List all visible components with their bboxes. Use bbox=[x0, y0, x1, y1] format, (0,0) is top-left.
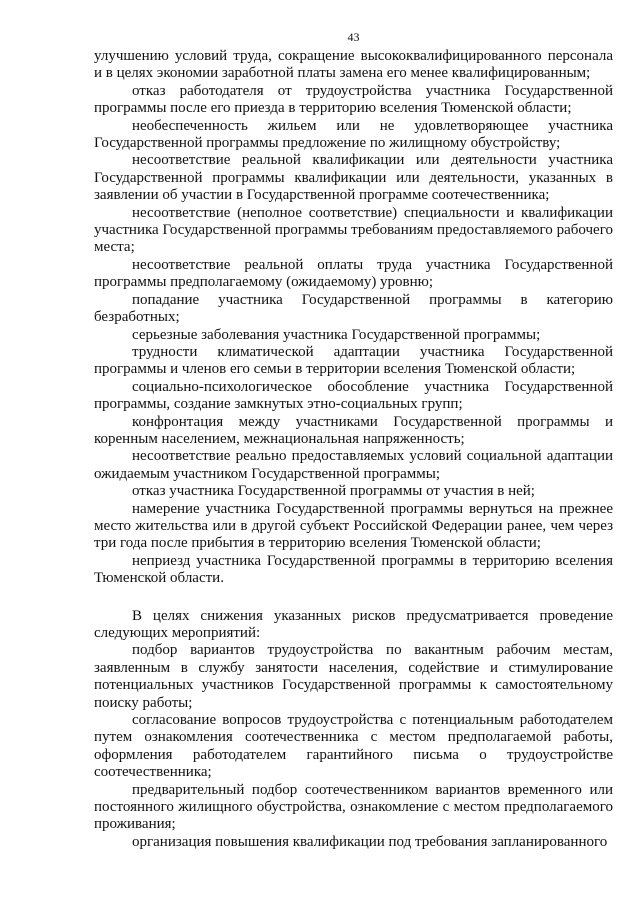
paragraph: отказ работодателя от трудоустройства участника Государственной программы после его приезда в территорию вселения Тюменской области; bbox=[94, 82, 613, 117]
paragraph: несоответствие реальной оплаты труда участника Государственной программы предполагаемому (ожидаемому) уровню; bbox=[94, 256, 613, 291]
measures-list bbox=[94, 608, 613, 852]
risk-list bbox=[94, 48, 613, 588]
paragraph: социально-психологическое обособление участника Государственной программы, создание замкнутых этно-социальных групп; bbox=[94, 378, 613, 413]
paragraph: организация повышения квалификации под требования запланированного bbox=[132, 833, 608, 850]
page-number: 43 bbox=[347, 30, 360, 44]
paragraph: несоответствие реальной квалификации или деятельности участника Государственной программы квалификации или деятельности, указанных в заявлении об участии в Государственной программе соотечественника; bbox=[94, 152, 613, 204]
paragraph: серьезные заболевания участника Государственной программы; bbox=[132, 326, 541, 343]
document-body bbox=[94, 48, 613, 851]
paragraph: попадание участника Государственной программы в категорию безработных; bbox=[94, 291, 613, 326]
paragraph: необеспеченность жильем или не удовлетворяющее участника Государственной программы предложение по жилищному обустройству; bbox=[94, 117, 613, 152]
section-gap bbox=[94, 588, 613, 608]
paragraph: несоответствие (неполное соответствие) специальности и квалификации участника Государственной программы требованиям предоставляемого рабочего места; bbox=[94, 204, 613, 256]
paragraph: трудности климатической адаптации участника Государственной программы и членов его семьи в территории вселения Тюменской области; bbox=[94, 343, 613, 378]
paragraph: В целях снижения указанных рисков предусматривается проведение следующих мероприятий: bbox=[94, 607, 613, 641]
paragraph: подбор вариантов трудоустройства по вакантным рабочим местам, заявленным в службу занятости населения, содействие и стимулирование потенциальных участников Государственной программы к самостоятельному поиску работы; bbox=[94, 642, 613, 711]
paragraph: улучшению условий труда, сокращение высококвалифицированного персонала и в целях экономии заработной платы замена его менее квалифицированным; bbox=[94, 48, 613, 82]
paragraph: конфронтация между участниками Государственной программы и коренным населением, межнациональная напряженность; bbox=[94, 413, 613, 447]
paragraph: отказ участника Государственной программы от участия в ней; bbox=[132, 483, 535, 500]
paragraph: несоответствие реально предоставляемых условий социальной адаптации ожидаемым участником Государственной программы; bbox=[94, 448, 613, 482]
paragraph: предварительный подбор соотечественником вариантов временного или постоянного жилищного обустройства, ознакомление с местом предполагаемого проживания; bbox=[94, 781, 613, 833]
document-page bbox=[94, 0, 613, 905]
paragraph: согласование вопросов трудоустройства с потенциальным работодателем путем ознакомления соотечественника с местом предполагаемой работы, оформления работодателем гарантийного письма о трудоустройстве соотечественника; bbox=[94, 712, 613, 781]
paragraph: намерение участника Государственной программы вернуться на прежнее место жительства или в другой субъект Российской Федерации ранее, чем через три года после прибытия в территорию вселения Тюменской области; bbox=[94, 500, 613, 552]
paragraph: неприезд участника Государственной программы в территорию вселения Тюменской области. bbox=[94, 552, 613, 587]
